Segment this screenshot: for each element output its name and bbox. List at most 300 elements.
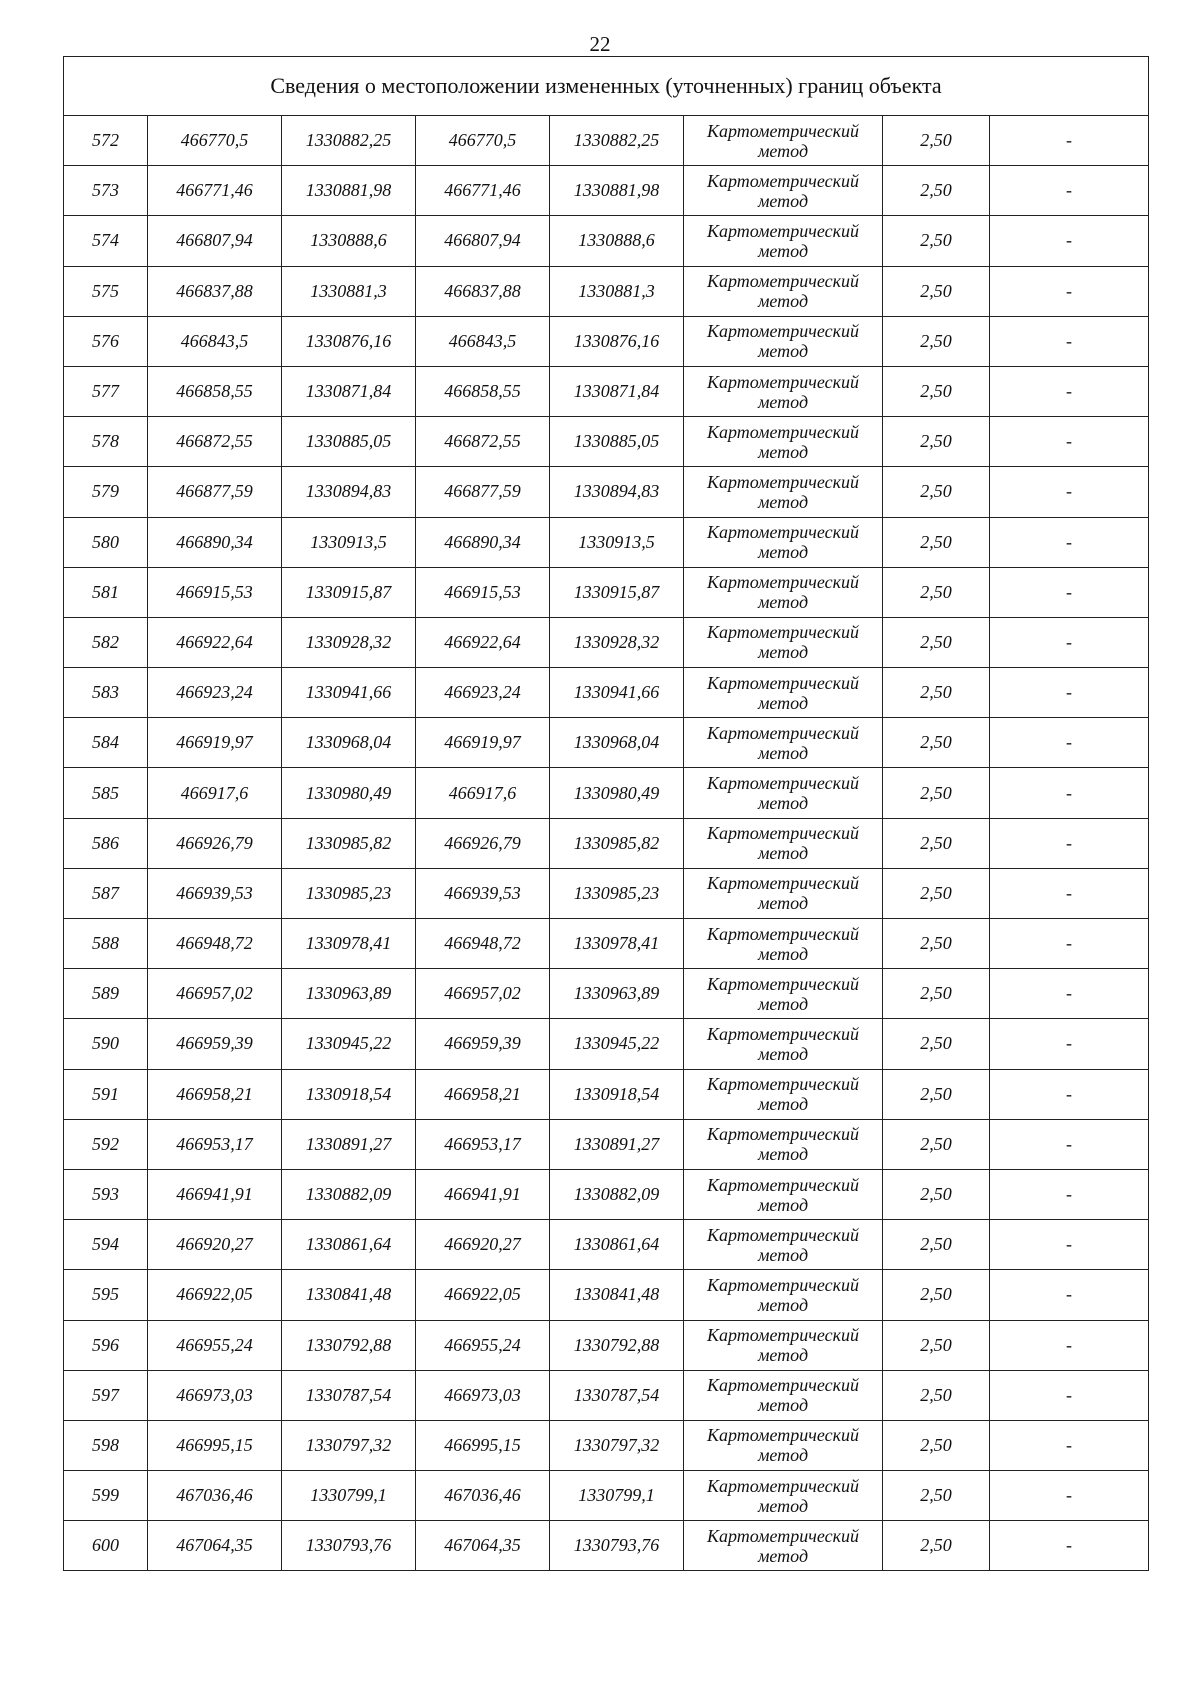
y-old-cell: 1330861,64 <box>282 1220 416 1270</box>
table-row <box>64 1320 1149 1370</box>
x-new-cell: 466770,5 <box>416 116 550 166</box>
y-old-cell: 1330793,76 <box>282 1521 416 1571</box>
x-old-cell: 466939,53 <box>148 868 282 918</box>
x-new-cell: 466959,39 <box>416 1019 550 1069</box>
method-line-1: Картометрический <box>706 622 859 643</box>
x-new-cell: 466995,15 <box>416 1420 550 1470</box>
method-line-1: Картометрический <box>706 572 859 593</box>
y-new-cell: 1330885,05 <box>550 417 684 467</box>
accuracy-cell: 2,50 <box>883 1119 990 1169</box>
description-cell: - <box>990 718 1149 768</box>
x-old-cell: 466919,97 <box>148 718 282 768</box>
point-number-cell: 575 <box>64 266 148 316</box>
x-old-cell: 466922,64 <box>148 617 282 667</box>
method-cell <box>684 1420 883 1470</box>
y-new-cell: 1330945,22 <box>550 1019 684 1069</box>
method-cell <box>684 1019 883 1069</box>
x-old-cell: 467064,35 <box>148 1521 282 1571</box>
method-line-2: метод <box>757 692 809 713</box>
x-old-cell: 466872,55 <box>148 417 282 467</box>
accuracy-cell: 2,50 <box>883 868 990 918</box>
method-cell <box>684 316 883 366</box>
table-row <box>64 1420 1149 1470</box>
page-number: 22 <box>589 32 611 56</box>
method-line-1: Картометрический <box>706 1475 859 1496</box>
table-row <box>64 868 1149 918</box>
method-line-1: Картометрический <box>706 773 859 794</box>
y-old-cell: 1330963,89 <box>282 969 416 1019</box>
x-new-cell: 466926,79 <box>416 818 550 868</box>
y-old-cell: 1330881,3 <box>282 266 416 316</box>
method-cell <box>684 617 883 667</box>
description-cell: - <box>990 316 1149 366</box>
description-cell: - <box>990 768 1149 818</box>
accuracy-cell: 2,50 <box>883 567 990 617</box>
y-old-cell: 1330928,32 <box>282 617 416 667</box>
x-old-cell: 466957,02 <box>148 969 282 1019</box>
table-row <box>64 919 1149 969</box>
x-new-cell: 466941,91 <box>416 1169 550 1219</box>
description-cell: - <box>990 919 1149 969</box>
y-new-cell: 1330881,3 <box>550 266 684 316</box>
method-line-2: метод <box>757 1294 809 1315</box>
method-line-2: метод <box>757 341 809 362</box>
point-number-cell: 597 <box>64 1370 148 1420</box>
x-new-cell: 466915,53 <box>416 567 550 617</box>
y-old-cell: 1330980,49 <box>282 768 416 818</box>
method-line-2: метод <box>757 893 809 914</box>
method-line-2: метод <box>757 1395 809 1416</box>
y-old-cell: 1330941,66 <box>282 668 416 718</box>
description-cell: - <box>990 1220 1149 1270</box>
method-cell <box>684 969 883 1019</box>
accuracy-cell: 2,50 <box>883 1320 990 1370</box>
method-line-1: Картометрический <box>706 923 859 944</box>
method-line-1: Картометрический <box>706 973 859 994</box>
y-old-cell: 1330799,1 <box>282 1471 416 1521</box>
description-cell: - <box>990 868 1149 918</box>
accuracy-cell: 2,50 <box>883 517 990 567</box>
accuracy-cell: 2,50 <box>883 1521 990 1571</box>
x-new-cell: 467064,35 <box>416 1521 550 1571</box>
accuracy-cell: 2,50 <box>883 668 990 718</box>
point-number-cell: 582 <box>64 617 148 667</box>
method-line-2: метод <box>757 1244 809 1265</box>
point-number-cell: 599 <box>64 1471 148 1521</box>
x-new-cell: 466953,17 <box>416 1119 550 1169</box>
method-cell <box>684 517 883 567</box>
method-cell <box>684 818 883 868</box>
method-cell <box>684 166 883 216</box>
method-line-1: Картометрический <box>706 1224 859 1245</box>
method-line-2: метод <box>757 291 809 312</box>
table-row <box>64 216 1149 266</box>
method-line-1: Картометрический <box>706 421 859 442</box>
y-old-cell: 1330792,88 <box>282 1320 416 1370</box>
point-number-cell: 593 <box>64 1169 148 1219</box>
x-new-cell: 466922,64 <box>416 617 550 667</box>
method-cell <box>684 467 883 517</box>
x-old-cell: 466953,17 <box>148 1119 282 1169</box>
method-cell <box>684 718 883 768</box>
accuracy-cell: 2,50 <box>883 617 990 667</box>
method-line-2: метод <box>757 1194 809 1215</box>
table-row <box>64 567 1149 617</box>
method-line-2: метод <box>757 190 809 211</box>
method-cell <box>684 668 883 718</box>
y-new-cell: 1330882,25 <box>550 116 684 166</box>
description-cell: - <box>990 668 1149 718</box>
x-new-cell: 466923,24 <box>416 668 550 718</box>
description-cell: - <box>990 467 1149 517</box>
point-number-cell: 579 <box>64 467 148 517</box>
point-number-cell: 574 <box>64 216 148 266</box>
point-number-cell: 589 <box>64 969 148 1019</box>
accuracy-cell: 2,50 <box>883 718 990 768</box>
method-line-1: Картометрический <box>706 471 859 492</box>
method-cell <box>684 1119 883 1169</box>
accuracy-cell: 2,50 <box>883 1471 990 1521</box>
method-line-2: метод <box>757 1094 809 1115</box>
method-line-2: метод <box>757 793 809 814</box>
description-cell: - <box>990 1420 1149 1470</box>
table-title: Сведения о местоположении измененных (уточненных) границ объекта <box>64 57 1149 116</box>
table-row <box>64 266 1149 316</box>
accuracy-cell: 2,50 <box>883 417 990 467</box>
point-number-cell: 591 <box>64 1069 148 1119</box>
method-cell <box>684 567 883 617</box>
y-new-cell: 1330871,84 <box>550 366 684 416</box>
x-new-cell: 467036,46 <box>416 1471 550 1521</box>
method-line-1: Картометрический <box>706 823 859 844</box>
x-old-cell: 466995,15 <box>148 1420 282 1470</box>
x-new-cell: 466872,55 <box>416 417 550 467</box>
table-row <box>64 969 1149 1019</box>
description-cell: - <box>990 969 1149 1019</box>
method-cell <box>684 1169 883 1219</box>
y-old-cell: 1330985,82 <box>282 818 416 868</box>
x-old-cell: 466958,21 <box>148 1069 282 1119</box>
y-old-cell: 1330985,23 <box>282 868 416 918</box>
description-cell: - <box>990 1019 1149 1069</box>
method-cell <box>684 1370 883 1420</box>
method-line-2: метод <box>757 742 809 763</box>
method-line-2: метод <box>757 441 809 462</box>
method-line-2: метод <box>757 491 809 512</box>
y-new-cell: 1330793,76 <box>550 1521 684 1571</box>
table-row <box>64 1119 1149 1169</box>
method-line-2: метод <box>757 843 809 864</box>
y-old-cell: 1330913,5 <box>282 517 416 567</box>
accuracy-cell: 2,50 <box>883 818 990 868</box>
accuracy-cell: 2,50 <box>883 969 990 1019</box>
x-old-cell: 466837,88 <box>148 266 282 316</box>
x-old-cell: 466877,59 <box>148 467 282 517</box>
description-cell: - <box>990 1320 1149 1370</box>
table-row <box>64 166 1149 216</box>
method-line-1: Картометрический <box>706 722 859 743</box>
table-row <box>64 116 1149 166</box>
y-old-cell: 1330915,87 <box>282 567 416 617</box>
y-new-cell: 1330882,09 <box>550 1169 684 1219</box>
y-old-cell: 1330885,05 <box>282 417 416 467</box>
table-row <box>64 1370 1149 1420</box>
method-cell <box>684 868 883 918</box>
point-number-cell: 584 <box>64 718 148 768</box>
y-old-cell: 1330881,98 <box>282 166 416 216</box>
table-row <box>64 1270 1149 1320</box>
accuracy-cell: 2,50 <box>883 116 990 166</box>
y-new-cell: 1330963,89 <box>550 969 684 1019</box>
y-old-cell: 1330968,04 <box>282 718 416 768</box>
x-new-cell: 466922,05 <box>416 1270 550 1320</box>
point-number-cell: 587 <box>64 868 148 918</box>
x-old-cell: 466922,05 <box>148 1270 282 1320</box>
accuracy-cell: 2,50 <box>883 768 990 818</box>
table-row <box>64 366 1149 416</box>
y-new-cell: 1330891,27 <box>550 1119 684 1169</box>
method-line-1: Картометрический <box>706 1425 859 1446</box>
method-line-1: Картометрический <box>706 522 859 543</box>
description-cell: - <box>990 1521 1149 1571</box>
method-line-1: Картометрический <box>706 321 859 342</box>
table-body <box>64 116 1149 1571</box>
method-line-1: Картометрический <box>706 1074 859 1095</box>
y-new-cell: 1330918,54 <box>550 1069 684 1119</box>
y-new-cell: 1330985,82 <box>550 818 684 868</box>
x-old-cell: 466923,24 <box>148 668 282 718</box>
accuracy-cell: 2,50 <box>883 919 990 969</box>
accuracy-cell: 2,50 <box>883 366 990 416</box>
x-old-cell: 466948,72 <box>148 919 282 969</box>
description-cell: - <box>990 216 1149 266</box>
x-old-cell: 467036,46 <box>148 1471 282 1521</box>
method-line-2: метод <box>757 240 809 261</box>
y-new-cell: 1330888,6 <box>550 216 684 266</box>
description-cell: - <box>990 417 1149 467</box>
x-new-cell: 466771,46 <box>416 166 550 216</box>
description-cell: - <box>990 567 1149 617</box>
method-line-1: Картометрический <box>706 873 859 894</box>
table-row <box>64 1471 1149 1521</box>
description-cell: - <box>990 517 1149 567</box>
method-cell <box>684 116 883 166</box>
description-cell: - <box>990 266 1149 316</box>
y-old-cell: 1330882,09 <box>282 1169 416 1219</box>
point-number-cell: 578 <box>64 417 148 467</box>
y-old-cell: 1330882,25 <box>282 116 416 166</box>
y-old-cell: 1330945,22 <box>282 1019 416 1069</box>
method-cell <box>684 1320 883 1370</box>
table-row <box>64 1521 1149 1571</box>
x-new-cell: 466948,72 <box>416 919 550 969</box>
table-row <box>64 1220 1149 1270</box>
x-old-cell: 466973,03 <box>148 1370 282 1420</box>
x-old-cell: 466915,53 <box>148 567 282 617</box>
table-row <box>64 316 1149 366</box>
table-row <box>64 1069 1149 1119</box>
x-new-cell: 466858,55 <box>416 366 550 416</box>
x-old-cell: 466890,34 <box>148 517 282 567</box>
description-cell: - <box>990 166 1149 216</box>
y-old-cell: 1330894,83 <box>282 467 416 517</box>
table-row <box>64 818 1149 868</box>
x-old-cell: 466959,39 <box>148 1019 282 1069</box>
method-line-1: Картометрический <box>706 170 859 191</box>
point-number-cell: 577 <box>64 366 148 416</box>
method-cell <box>684 1220 883 1270</box>
method-cell <box>684 1521 883 1571</box>
x-new-cell: 466877,59 <box>416 467 550 517</box>
description-cell: - <box>990 818 1149 868</box>
x-new-cell: 466957,02 <box>416 969 550 1019</box>
x-new-cell: 466920,27 <box>416 1220 550 1270</box>
method-line-2: метод <box>757 1345 809 1366</box>
x-old-cell: 466771,46 <box>148 166 282 216</box>
y-new-cell: 1330941,66 <box>550 668 684 718</box>
method-line-1: Картометрический <box>706 672 859 693</box>
method-cell <box>684 216 883 266</box>
description-cell: - <box>990 1069 1149 1119</box>
table-row <box>64 1169 1149 1219</box>
point-number-cell: 580 <box>64 517 148 567</box>
x-old-cell: 466807,94 <box>148 216 282 266</box>
y-new-cell: 1330915,87 <box>550 567 684 617</box>
accuracy-cell: 2,50 <box>883 1270 990 1320</box>
table-row <box>64 517 1149 567</box>
y-new-cell: 1330985,23 <box>550 868 684 918</box>
point-number-cell: 598 <box>64 1420 148 1470</box>
table-row <box>64 617 1149 667</box>
x-new-cell: 466958,21 <box>416 1069 550 1119</box>
table-row <box>64 718 1149 768</box>
y-new-cell: 1330787,54 <box>550 1370 684 1420</box>
method-line-2: метод <box>757 1545 809 1566</box>
table-row <box>64 417 1149 467</box>
y-new-cell: 1330894,83 <box>550 467 684 517</box>
accuracy-cell: 2,50 <box>883 1370 990 1420</box>
description-cell: - <box>990 1119 1149 1169</box>
x-new-cell: 466890,34 <box>416 517 550 567</box>
description-cell: - <box>990 1370 1149 1420</box>
method-line-2: метод <box>757 140 809 161</box>
description-cell: - <box>990 116 1149 166</box>
method-cell <box>684 768 883 818</box>
y-old-cell: 1330841,48 <box>282 1270 416 1320</box>
y-new-cell: 1330881,98 <box>550 166 684 216</box>
x-old-cell: 466926,79 <box>148 818 282 868</box>
boundary-coordinates-table <box>63 56 1149 1571</box>
point-number-cell: 590 <box>64 1019 148 1069</box>
x-old-cell: 466843,5 <box>148 316 282 366</box>
accuracy-cell: 2,50 <box>883 166 990 216</box>
method-line-2: метод <box>757 943 809 964</box>
point-number-cell: 588 <box>64 919 148 969</box>
y-old-cell: 1330891,27 <box>282 1119 416 1169</box>
method-line-2: метод <box>757 1495 809 1516</box>
point-number-cell: 586 <box>64 818 148 868</box>
y-new-cell: 1330797,32 <box>550 1420 684 1470</box>
accuracy-cell: 2,50 <box>883 266 990 316</box>
point-number-cell: 592 <box>64 1119 148 1169</box>
description-cell: - <box>990 617 1149 667</box>
table-row <box>64 668 1149 718</box>
point-number-cell: 585 <box>64 768 148 818</box>
x-new-cell: 466807,94 <box>416 216 550 266</box>
point-number-cell: 583 <box>64 668 148 718</box>
y-old-cell: 1330888,6 <box>282 216 416 266</box>
description-cell: - <box>990 1471 1149 1521</box>
method-line-2: метод <box>757 642 809 663</box>
method-cell <box>684 366 883 416</box>
x-new-cell: 466973,03 <box>416 1370 550 1420</box>
method-line-2: метод <box>757 1144 809 1165</box>
y-old-cell: 1330918,54 <box>282 1069 416 1119</box>
y-new-cell: 1330861,64 <box>550 1220 684 1270</box>
method-line-1: Картометрический <box>706 220 859 241</box>
y-new-cell: 1330980,49 <box>550 768 684 818</box>
x-new-cell: 466837,88 <box>416 266 550 316</box>
point-number-cell: 594 <box>64 1220 148 1270</box>
method-cell <box>684 1471 883 1521</box>
method-line-1: Картометрический <box>706 1525 859 1546</box>
y-new-cell: 1330799,1 <box>550 1471 684 1521</box>
accuracy-cell: 2,50 <box>883 216 990 266</box>
x-old-cell: 466920,27 <box>148 1220 282 1270</box>
description-cell: - <box>990 1169 1149 1219</box>
y-new-cell: 1330841,48 <box>550 1270 684 1320</box>
method-line-1: Картометрический <box>706 271 859 292</box>
x-new-cell: 466917,6 <box>416 768 550 818</box>
x-new-cell: 466843,5 <box>416 316 550 366</box>
method-line-2: метод <box>757 391 809 412</box>
accuracy-cell: 2,50 <box>883 1220 990 1270</box>
y-old-cell: 1330871,84 <box>282 366 416 416</box>
x-new-cell: 466919,97 <box>416 718 550 768</box>
point-number-cell: 576 <box>64 316 148 366</box>
x-new-cell: 466939,53 <box>416 868 550 918</box>
method-line-1: Картометрический <box>706 1023 859 1044</box>
point-number-cell: 573 <box>64 166 148 216</box>
x-old-cell: 466770,5 <box>148 116 282 166</box>
x-old-cell: 466955,24 <box>148 1320 282 1370</box>
y-new-cell: 1330913,5 <box>550 517 684 567</box>
description-cell: - <box>990 1270 1149 1320</box>
method-line-1: Картометрический <box>706 1124 859 1145</box>
y-old-cell: 1330876,16 <box>282 316 416 366</box>
y-new-cell: 1330978,41 <box>550 919 684 969</box>
method-cell <box>684 266 883 316</box>
accuracy-cell: 2,50 <box>883 1420 990 1470</box>
point-number-cell: 596 <box>64 1320 148 1370</box>
y-new-cell: 1330928,32 <box>550 617 684 667</box>
y-old-cell: 1330797,32 <box>282 1420 416 1470</box>
y-new-cell: 1330876,16 <box>550 316 684 366</box>
accuracy-cell: 2,50 <box>883 1069 990 1119</box>
table-row <box>64 768 1149 818</box>
y-new-cell: 1330792,88 <box>550 1320 684 1370</box>
method-cell <box>684 417 883 467</box>
point-number-cell: 572 <box>64 116 148 166</box>
method-line-2: метод <box>757 1445 809 1466</box>
x-old-cell: 466917,6 <box>148 768 282 818</box>
method-line-2: метод <box>757 993 809 1014</box>
method-cell <box>684 919 883 969</box>
accuracy-cell: 2,50 <box>883 467 990 517</box>
point-number-cell: 581 <box>64 567 148 617</box>
y-old-cell: 1330978,41 <box>282 919 416 969</box>
table-row <box>64 467 1149 517</box>
